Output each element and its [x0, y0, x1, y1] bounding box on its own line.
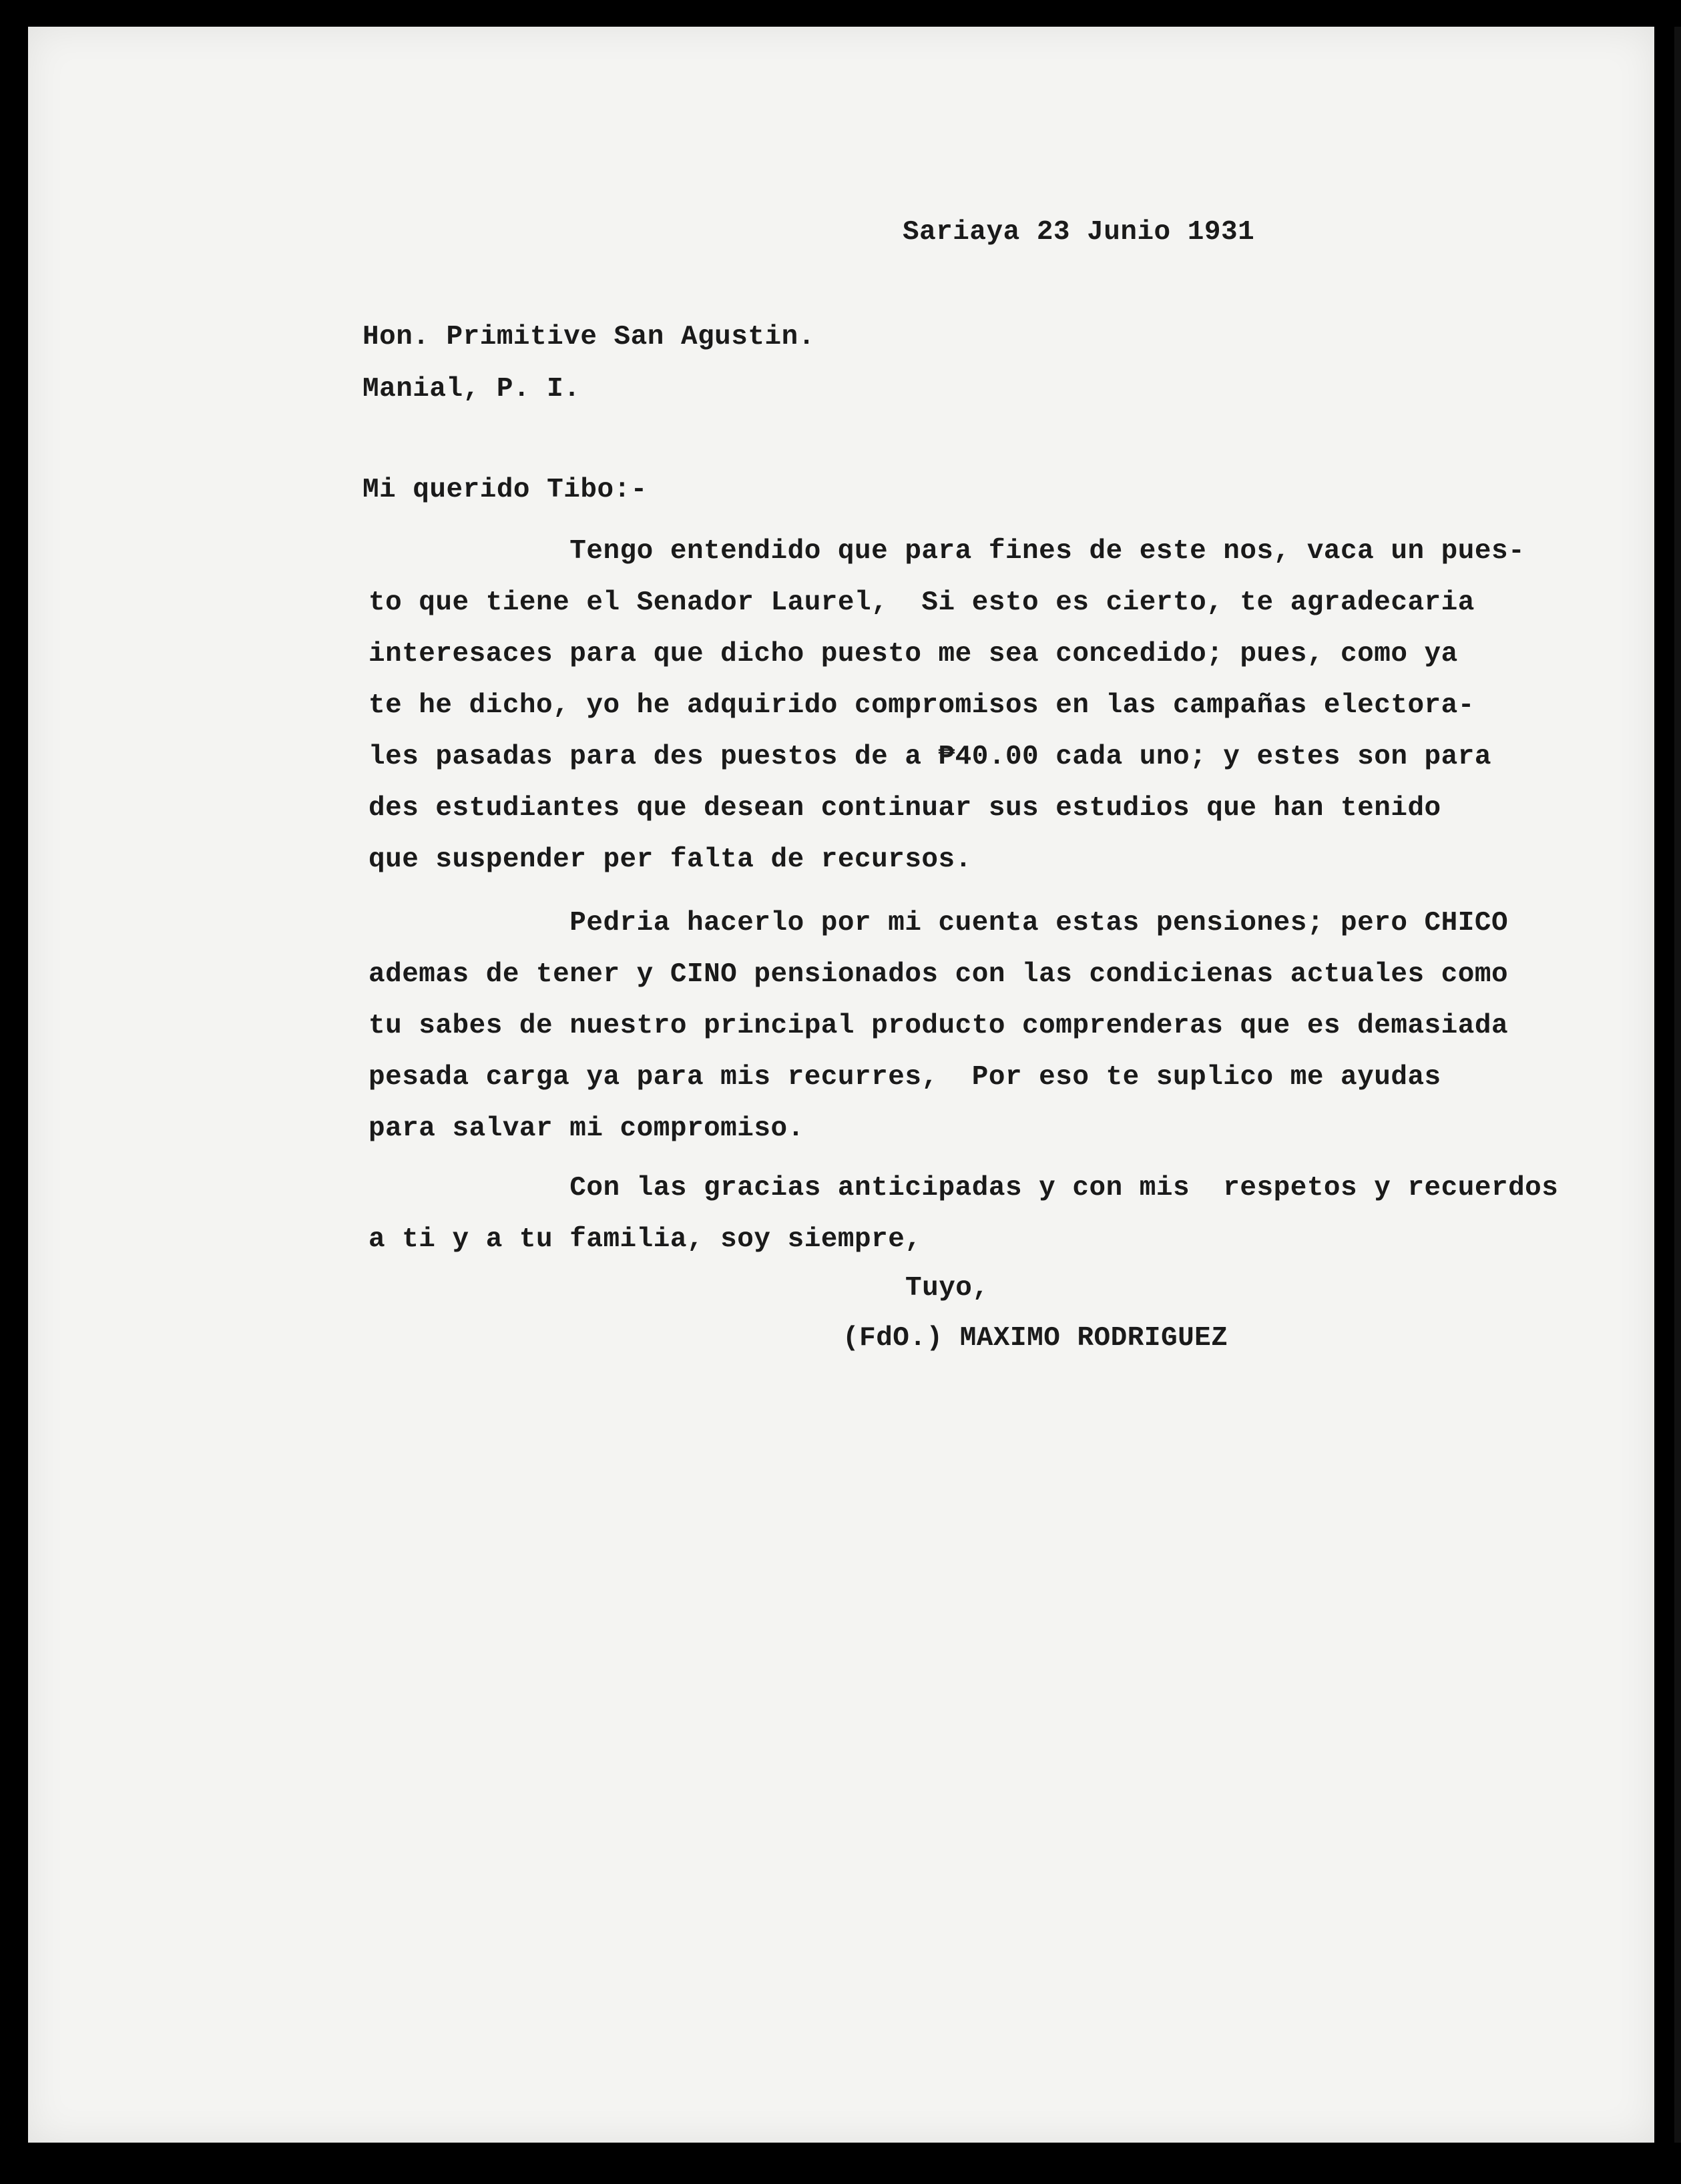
paragraph-line: des estudiantes que desean continuar sus estudios que han tenido [369, 793, 1441, 824]
signature: (FdO.) MAXIMO RODRIGUEZ [843, 1323, 1228, 1354]
letter-date: Sariaya 23 Junio 1931 [903, 217, 1255, 248]
paragraph-line: interesaces para que dicho puesto me sea concedido; pues, como ya [369, 639, 1458, 669]
paragraph-3 [369, 1163, 1558, 1266]
paragraph-line: les pasadas para des puestos de a ₱40.00 cada uno; y estes son para [369, 742, 1491, 772]
paragraph-line: Con las gracias anticipadas y con mis respetos y recuerdos [369, 1173, 1559, 1203]
paragraph-line: a ti y a tu familia, soy siempre, [369, 1224, 922, 1255]
closing: Tuyo, [905, 1273, 989, 1304]
scan-edge [1674, 27, 1681, 2143]
paragraph-line: pesada carga ya para mis recurres, Por eso te suplico me ayudas [369, 1062, 1441, 1093]
paragraph-line: que suspender per falta de recursos. [369, 844, 972, 875]
paragraph-line: to que tiene el Senador Laurel, Si esto es cierto, te agradecaria [369, 587, 1475, 618]
paragraph-line: para salvar mi compromiso. [369, 1113, 804, 1144]
addressee-name: Hon. Primitive San Agustin. [363, 322, 815, 352]
paragraph-line: Tengo entendido que para fines de este nos, vaca un pues- [369, 536, 1525, 567]
paragraph-2 [369, 898, 1508, 1155]
paragraph-line: ademas de tener y CINO pensionados con las condicienas actuales como [369, 959, 1509, 990]
paragraph-1 [369, 526, 1525, 886]
paragraph-line: te he dicho, yo he adquirido compromisos en las campañas electora- [369, 690, 1475, 721]
paragraph-line: Pedria hacerlo por mi cuenta estas pensiones; pero CHICO [369, 908, 1509, 938]
addressee-location: Manial, P. I. [363, 374, 581, 404]
salutation: Mi querido Tibo:- [363, 475, 648, 505]
paragraph-line: tu sabes de nuestro principal producto comprenderas que es demasiada [369, 1011, 1509, 1041]
